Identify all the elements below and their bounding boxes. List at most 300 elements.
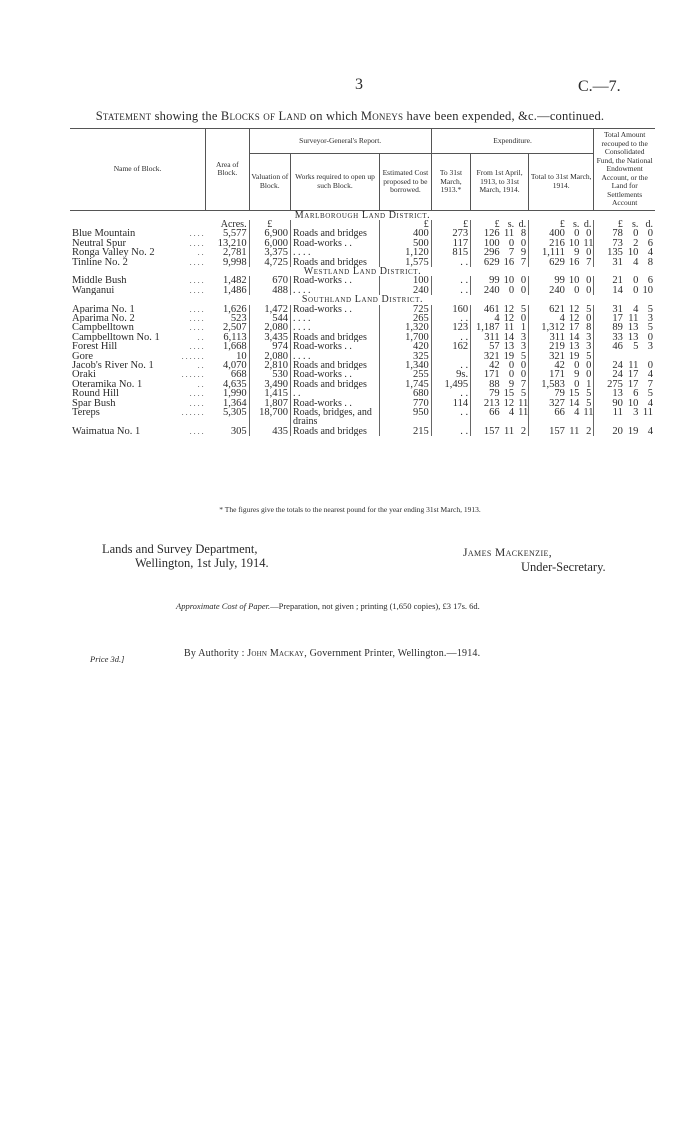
from-pence-cell: 0: [520, 285, 527, 296]
works-cell: Roads and bridges: [290, 380, 379, 389]
to-1913-cell: 162: [431, 342, 470, 351]
leader-dots: . . . . . .: [181, 370, 204, 380]
estimated-cost-cell: 215: [380, 427, 432, 436]
recoup-shillings-cell: [625, 352, 641, 361]
total-pounds-cell: 1,583: [529, 380, 567, 389]
to-1913-cell: 160: [431, 305, 470, 314]
from-pence-cell: 11: [518, 408, 529, 419]
works-cell: . . . .: [290, 286, 379, 295]
block-name: Blue Mountain: [72, 229, 136, 239]
total-pounds-cell: 4: [529, 314, 567, 323]
department-line2: Wellington, 1st July, 1914.: [135, 556, 269, 570]
title-middle: showing the: [154, 109, 218, 123]
recoup-shillings-cell: 17: [627, 370, 639, 380]
total-shillings-cell: 0: [574, 379, 580, 390]
valuation-cell: 2,810: [249, 361, 290, 370]
valuation-cell: 1,415: [249, 389, 290, 398]
to-1913-cell: . .: [431, 276, 470, 285]
area-cell: 4,635: [222, 379, 247, 390]
from-pence-cell: 0: [520, 370, 527, 380]
header-name: Name of Block.: [70, 129, 206, 211]
estimated-cost-cell: 265: [380, 314, 432, 323]
works-cell: . .: [290, 389, 379, 398]
estimated-cost-cell: 100: [380, 276, 432, 285]
total-pounds-cell: 219: [529, 342, 567, 351]
recoup-pounds-cell: 13: [594, 389, 625, 398]
to-1913-cell: 1,495: [431, 380, 470, 389]
area-cell: 1,482: [222, 276, 247, 286]
block-name: Gore: [72, 351, 93, 361]
cost-note: [176, 601, 480, 611]
total-shillings-cell: 14: [568, 332, 580, 343]
table-row: [70, 229, 655, 238]
total-shillings-cell: 0: [574, 285, 580, 296]
estimated-cost-cell: 240: [380, 286, 432, 295]
works-cell: Road-works . .: [290, 399, 379, 408]
price-note: Price 3d.]: [90, 654, 125, 664]
total-shillings-cell: 0: [574, 361, 580, 371]
to-1913-cell: 9s.: [431, 370, 470, 379]
valuation-cell: 3,435: [249, 333, 290, 342]
to-1913-cell: 114: [431, 399, 470, 408]
valuation-cell: 974: [249, 342, 290, 351]
title-rest: have been expended, &c.—continued.: [406, 109, 605, 123]
table-row: [70, 342, 655, 351]
recoup-shillings-cell: 11: [628, 361, 639, 371]
from-pounds-cell: 66: [471, 408, 502, 427]
total-pence-cell: 0: [586, 285, 592, 296]
from-shillings-cell: 11: [504, 323, 515, 333]
from-pence-cell: 2: [520, 426, 527, 437]
total-shillings-cell: 19: [568, 351, 580, 361]
department-line1: Lands and Survey Department,: [102, 542, 258, 556]
recoup-pence-cell: 5: [647, 304, 653, 314]
recoup-pounds-cell: 11: [594, 408, 625, 427]
signatory-title: Under-Secretary.: [521, 560, 606, 574]
from-shillings-cell: 7: [508, 248, 515, 258]
unit-valuation: £: [249, 220, 290, 229]
area-cell: 1,364: [222, 398, 247, 409]
unit-pence: d.: [518, 219, 527, 230]
total-pence-cell: 1: [586, 379, 592, 390]
from-shillings-cell: 12: [503, 304, 515, 314]
works-cell: . . . .: [290, 323, 379, 332]
estimated-cost-cell: 950: [380, 408, 432, 427]
recoup-shillings-cell: 11: [628, 313, 639, 324]
title-prefix: Statement: [95, 109, 152, 123]
total-pence-cell: 11: [583, 408, 594, 419]
from-shillings-cell: 4: [508, 408, 515, 419]
from-shillings-cell: 10: [503, 276, 515, 286]
unit-pence: d.: [583, 219, 592, 230]
estimated-cost-cell: 255: [380, 370, 432, 379]
total-pence-cell: 0: [586, 370, 592, 380]
from-pounds-cell: 171: [471, 370, 502, 379]
estimated-cost-cell: 725: [380, 305, 432, 314]
header-estimated: Estimated Cost proposed to be borrowed.: [380, 154, 432, 211]
authority-line: [184, 648, 480, 659]
unit-estimated: £: [380, 220, 432, 229]
estimated-cost-cell: 1,320: [380, 323, 432, 332]
leader-dots: . . . .: [189, 323, 204, 333]
leader-dots: . . . .: [189, 285, 204, 295]
table-row: [70, 239, 655, 248]
recoup-pounds-cell: 90: [594, 399, 625, 408]
valuation-cell: 1,807: [249, 399, 290, 408]
block-name: Tinline No. 2: [72, 257, 128, 267]
from-pence-cell: 8: [520, 229, 527, 239]
to-1913-cell: . .: [431, 408, 470, 427]
block-name: Oraki: [72, 370, 96, 380]
valuation-cell: 3,490: [249, 380, 290, 389]
leader-dots: . . . .: [189, 276, 204, 286]
estimated-cost-cell: 680: [380, 389, 432, 398]
from-pence-cell: 5: [520, 351, 527, 361]
block-name: Tereps: [72, 408, 100, 419]
recoup-pounds-cell: 135: [594, 248, 625, 257]
leader-dots: . .: [197, 332, 204, 342]
total-pence-cell: 5: [586, 398, 592, 409]
estimated-cost-cell: 400: [380, 229, 432, 238]
leader-dots: . . . . . .: [181, 351, 204, 361]
recoup-pounds-cell: 17: [594, 314, 625, 323]
recoup-pounds-cell: 46: [594, 342, 625, 351]
works-cell: . . . .: [290, 314, 379, 323]
block-name: Aparima No. 2: [72, 313, 135, 324]
valuation-cell: 488: [249, 286, 290, 295]
total-pence-cell: 0: [586, 361, 592, 371]
total-shillings-cell: 14: [568, 398, 580, 409]
recoup-pence-cell: 4: [647, 398, 653, 409]
to-1913-cell: . .: [431, 389, 470, 398]
from-pounds-cell: 311: [471, 333, 502, 342]
header-recouped: Total Amount recouped to the Consolidated Fund, the National Endowment Account, or the Land for Settlements Account: [594, 129, 655, 211]
recoup-pence-cell: 4: [647, 370, 653, 380]
works-cell: Roads and bridges: [290, 427, 379, 436]
total-pence-cell: 5: [586, 351, 592, 361]
area-cell: 5,305: [222, 408, 247, 419]
blocks-table: [70, 128, 655, 436]
recoup-shillings-cell: 5: [633, 342, 639, 352]
recoup-pence-cell: 5: [647, 389, 653, 399]
total-pence-cell: 3: [586, 342, 592, 352]
from-pence-cell: 7: [520, 257, 527, 267]
total-pounds-cell: 327: [529, 399, 567, 408]
works-cell: . . . .: [290, 248, 379, 257]
to-1913-cell: . .: [431, 361, 470, 370]
table-row: [70, 286, 655, 295]
recoup-pounds-cell: 78: [594, 229, 625, 238]
district-heading: Marlborough Land District.: [294, 210, 431, 220]
recoup-shillings-cell: 2: [633, 238, 639, 249]
recoup-pounds-cell: 21: [594, 276, 625, 285]
table-row: [70, 370, 655, 379]
recoup-pounds-cell: 275: [594, 380, 625, 389]
total-shillings-cell: 11: [569, 426, 580, 437]
recoup-pence-cell: 0: [647, 332, 653, 343]
estimated-cost-cell: 1,575: [380, 258, 432, 267]
works-cell: Roads and bridges: [290, 258, 379, 267]
total-shillings-cell: 13: [568, 342, 580, 352]
from-shillings-cell: 0: [508, 238, 515, 249]
works-cell: Road-works . .: [290, 276, 379, 285]
from-shillings-cell: 9: [508, 379, 515, 390]
total-pounds-cell: 79: [529, 389, 567, 398]
from-pence-cell: 9: [520, 248, 527, 258]
leader-dots: . . . .: [189, 426, 204, 436]
from-pence-cell: 5: [520, 389, 527, 399]
from-shillings-cell: 15: [503, 389, 515, 399]
block-name: Campbelltown No. 1: [72, 332, 160, 343]
leader-dots: . . . .: [189, 313, 204, 323]
area-cell: 5,577: [222, 229, 247, 239]
table-row: [70, 380, 655, 389]
recoup-pounds-cell: 24: [594, 361, 625, 370]
document-reference: C.—7.: [578, 78, 621, 95]
table-row: [70, 323, 655, 332]
works-cell: Roads, bridges, and drains: [290, 408, 379, 427]
recoup-shillings-cell: 0: [633, 285, 639, 296]
total-pence-cell: 5: [586, 304, 592, 314]
leader-dots: . . . . . .: [181, 408, 204, 418]
to-1913-cell: . .: [431, 314, 470, 323]
recoup-shillings-cell: 13: [627, 332, 639, 343]
table-row: [70, 408, 655, 427]
from-pounds-cell: 296: [471, 248, 502, 257]
table-row: [70, 258, 655, 267]
total-pence-cell: 11: [583, 238, 594, 249]
header-from-1-april-1913: From 1st April, 1913, to 31st March, 1914.: [471, 154, 529, 211]
header-total-to-1914: Total to 31st March, 1914.: [529, 154, 594, 211]
recoup-pence-cell: 4: [647, 248, 653, 258]
from-pounds-cell: 99: [471, 276, 502, 285]
total-pounds-cell: 629: [529, 258, 567, 267]
total-pence-cell: 3: [586, 332, 592, 343]
total-shillings-cell: 16: [568, 257, 580, 267]
unit-to31: £: [431, 220, 470, 229]
works-cell: . . . .: [290, 352, 379, 361]
leader-dots: . . . .: [189, 398, 204, 408]
table-row: [70, 305, 655, 314]
from-shillings-cell: 16: [503, 257, 515, 267]
title-blocks: Blocks of Land: [220, 109, 307, 123]
recoup-pence-cell: 6: [647, 238, 653, 249]
total-shillings-cell: 15: [568, 389, 580, 399]
table-row: [70, 314, 655, 323]
recoup-pence-cell: 4: [647, 426, 653, 437]
header-valuation: Valuation of Block.: [249, 154, 290, 211]
to-1913-cell: 815: [431, 248, 470, 257]
leader-dots: . . . .: [189, 229, 204, 239]
total-shillings-cell: 10: [568, 276, 580, 286]
total-pence-cell: 2: [586, 426, 592, 437]
area-cell: 2,507: [222, 323, 247, 333]
recoup-shillings-cell: 17: [627, 379, 639, 390]
area-cell: 4,070: [222, 361, 247, 371]
total-pounds-cell: 99: [529, 276, 567, 285]
cost-note-text: —Preparation, not given ; printing (1,650 copies), £3 17s. 6d.: [270, 601, 480, 611]
statement-title: [0, 109, 700, 124]
from-pounds-cell: 157: [471, 427, 502, 436]
from-pence-cell: 3: [520, 342, 527, 352]
leader-dots: . .: [197, 248, 204, 258]
valuation-cell: 530: [249, 370, 290, 379]
area-cell: 1,668: [222, 342, 247, 352]
from-pounds-cell: 126: [471, 229, 502, 238]
from-pounds-cell: 213: [471, 399, 502, 408]
unit-pence: d.: [645, 219, 653, 230]
title-on: on which: [309, 109, 358, 123]
recoup-pence-cell: 11: [642, 408, 653, 419]
works-cell: Road-works . .: [290, 239, 379, 248]
table-row: [70, 333, 655, 342]
unit-shillings: s.: [572, 219, 580, 230]
table-row: [70, 276, 655, 285]
total-pounds-cell: 311: [529, 333, 567, 342]
valuation-cell: 2,080: [249, 323, 290, 332]
authority-printer: John Mackay,: [247, 648, 307, 659]
recoup-pounds-cell: 14: [594, 286, 625, 295]
estimated-cost-cell: 325: [380, 352, 432, 361]
valuation-cell: 2,080: [249, 352, 290, 361]
header-works: Works required to open up such Block.: [290, 154, 379, 211]
to-1913-cell: . .: [431, 258, 470, 267]
to-1913-cell: 117: [431, 239, 470, 248]
recoup-pounds-cell: 33: [594, 333, 625, 342]
block-name: Round Hill: [72, 389, 119, 399]
total-shillings-cell: 0: [574, 229, 580, 239]
recoup-shillings-cell: 10: [627, 248, 639, 258]
block-name: Forest Hill: [72, 342, 118, 352]
total-pounds-cell: 240: [529, 286, 567, 295]
total-pounds-cell: 400: [529, 229, 567, 238]
header-surveyor-group: Surveyor-General's Report.: [249, 129, 431, 154]
to-1913-cell: . .: [431, 427, 470, 436]
total-pounds-cell: 171: [529, 370, 567, 379]
from-pounds-cell: 321: [471, 352, 502, 361]
works-cell: Roads and bridges: [290, 333, 379, 342]
recoup-pence-cell: 10: [642, 285, 653, 296]
total-shillings-cell: 17: [568, 323, 580, 333]
works-cell: Roads and bridges: [290, 229, 379, 238]
unit-shillings: s.: [632, 219, 639, 230]
unit-pounds: £: [471, 220, 502, 229]
recoup-shillings-cell: 0: [633, 276, 639, 286]
estimated-cost-cell: 420: [380, 342, 432, 351]
estimated-cost-cell: 1,745: [380, 380, 432, 389]
unit-pounds: £: [529, 220, 567, 229]
title-moneys: Moneys: [360, 109, 404, 123]
block-name: Middle Bush: [72, 276, 127, 286]
leader-dots: . .: [197, 379, 204, 389]
from-shillings-cell: 13: [503, 342, 515, 352]
valuation-cell: 6,000: [249, 239, 290, 248]
from-pence-cell: 3: [520, 332, 527, 343]
district-heading: Westland Land District.: [303, 266, 422, 277]
authority-suffix: Government Printer, Wellington.—1914.: [309, 648, 481, 659]
block-name: Waimatua No. 1: [72, 426, 141, 437]
recoup-pence-cell: [640, 352, 655, 361]
to-1913-cell: . .: [431, 286, 470, 295]
from-shillings-cell: 11: [504, 426, 515, 437]
table-row: [70, 389, 655, 398]
from-shillings-cell: 12: [503, 313, 515, 324]
leader-dots: . . . .: [189, 257, 204, 267]
header-area: Area of Block.: [206, 129, 249, 211]
recoup-pounds-cell: 89: [594, 323, 625, 332]
cost-note-label: Approximate Cost of Paper.: [176, 601, 271, 611]
from-shillings-cell: 19: [503, 351, 515, 361]
header-expenditure-group: Expenditure.: [431, 129, 594, 154]
valuation-cell: 1,472: [249, 305, 290, 314]
recoup-pounds-cell: 31: [594, 258, 625, 267]
recoup-pounds-cell: 20: [594, 427, 625, 436]
to-1913-cell: . .: [431, 333, 470, 342]
total-pounds-cell: 216: [529, 239, 567, 248]
total-pence-cell: 0: [586, 313, 592, 324]
block-name: Oteramika No. 1: [72, 379, 143, 390]
signatory-name: James Mackenzie,: [463, 547, 553, 559]
recoup-pence-cell: 6: [647, 276, 653, 286]
block-name: Aparima No. 1: [72, 304, 135, 314]
district-heading-row: [70, 267, 655, 276]
from-pounds-cell: 88: [471, 380, 502, 389]
works-cell: Road-works . .: [290, 370, 379, 379]
header-to-31-march-1913: To 31st March, 1913.*: [431, 154, 470, 211]
total-pounds-cell: 321: [529, 352, 567, 361]
block-name: Wanganui: [72, 285, 115, 296]
total-pence-cell: 8: [586, 323, 592, 333]
recoup-pence-cell: 0: [647, 229, 653, 239]
table-body: [70, 210, 655, 436]
from-pence-cell: 0: [520, 238, 527, 249]
from-pounds-cell: 461: [471, 305, 502, 314]
unit-area: Acres.: [220, 219, 247, 230]
table-row: [70, 248, 655, 257]
recoup-pounds-cell: 31: [594, 305, 625, 314]
works-cell: Road-works . .: [290, 342, 379, 351]
block-name: Neutral Spur: [72, 238, 126, 249]
recoup-shillings-cell: 4: [633, 257, 639, 267]
valuation-cell: 544: [249, 314, 290, 323]
recoup-pence-cell: 8: [647, 257, 653, 267]
total-pence-cell: 0: [586, 229, 592, 239]
block-name: Campbelltown: [72, 323, 134, 333]
unit-blank: [290, 220, 379, 229]
total-pounds-cell: 1,111: [529, 248, 567, 257]
recoup-shillings-cell: 10: [627, 398, 639, 409]
recoup-pounds-cell: 24: [594, 370, 625, 379]
unit-blank: [168, 220, 205, 229]
total-pounds-cell: 42: [529, 361, 567, 370]
total-pence-cell: 5: [586, 389, 592, 399]
recoup-shillings-cell: 13: [627, 323, 639, 333]
area-cell: 1,626: [222, 304, 247, 314]
block-name: Spar Bush: [72, 398, 116, 409]
unit-shillings: s.: [507, 219, 515, 230]
recoup-pounds-cell: 73: [594, 239, 625, 248]
table-row: [70, 427, 655, 436]
area-cell: 10: [236, 351, 247, 361]
recoup-shillings-cell: 6: [633, 389, 639, 399]
block-name: Jacob's River No. 1: [72, 361, 154, 371]
leader-dots: . . . .: [189, 304, 204, 314]
total-shillings-cell: 12: [568, 313, 580, 324]
authority-prefix: By Authority :: [184, 648, 245, 659]
from-pence-cell: 11: [518, 398, 529, 409]
district-heading-row: [70, 210, 655, 220]
from-pence-cell: 7: [520, 379, 527, 390]
